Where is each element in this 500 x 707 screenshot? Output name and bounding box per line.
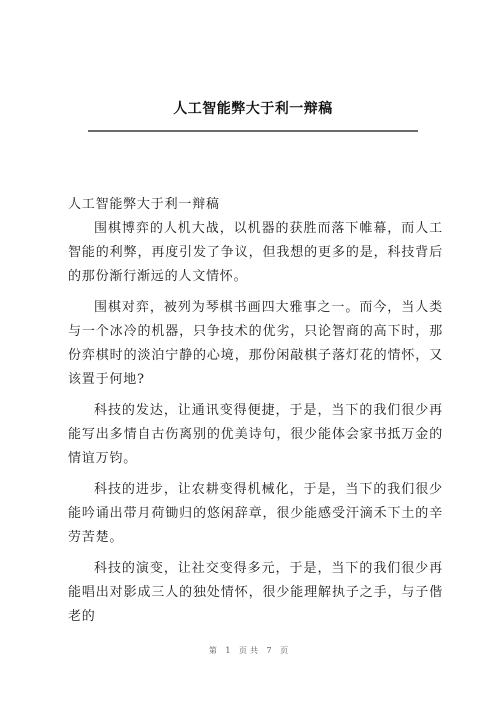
page-header — [88, 98, 418, 120]
page-number-footer: 第 1 页共 7 页 — [208, 646, 292, 655]
document-heading: 人工智能弊大于利一辩稿 — [68, 197, 220, 212]
paragraph: 科技的演变，让社交变得多元，于是，当下的我们很少再能唱出对影成三人的独处情怀，很少能理解执子之手，与子偕老的 — [68, 561, 443, 624]
header-divider — [88, 130, 418, 132]
document-body — [68, 193, 443, 636]
header-title: 人工智能弊大于利一辩稿 — [173, 101, 333, 117]
paragraph: 科技的发达，让通讯变得便捷，于是，当下的我们很少再能写出多情自古伤离别的优美诗句，很少能体会家书抵万金的情谊万钧。 — [68, 403, 443, 466]
paragraph: 围棋博弈的人机大战，以机器的获胜而落下帷幕，而人工智能的利弊，再度引发了争议，但我想的更多的是，科技背后的那份渐行渐远的人文情怀。 — [68, 221, 443, 284]
paragraph: 科技的进步，让农耕变得机械化，于是，当下的我们很少能吟诵出带月荷锄归的悠闲辞章，很少能感受汗滴禾下土的辛劳苦楚。 — [68, 482, 443, 545]
paragraph: 围棋对弈，被列为琴棋书画四大雅事之一。而今，当人类与一个冰冷的机器，只争技术的优劣，只论智商的高下时，那份弈棋时的淡泊宁静的心境，那份闲敲棋子落灯花的情怀，又该置于何地? — [68, 300, 443, 387]
